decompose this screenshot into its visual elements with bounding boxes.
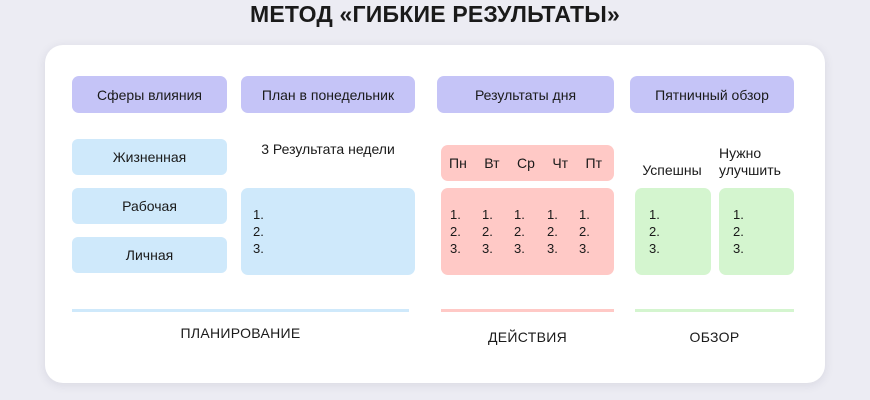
review-improve-label: Нужно улучшить <box>719 145 781 178</box>
day-fri: Пт <box>585 155 602 171</box>
header-friday-review: Пятничный обзор <box>630 76 794 113</box>
weekly-results-box <box>241 188 415 275</box>
sphere-personal: Личная <box>72 237 227 273</box>
day-list-thu: 1. 2. 3. <box>547 207 558 256</box>
day-wed: Ср <box>516 155 535 171</box>
day-mon: Пн <box>449 155 467 171</box>
review-improve-list: 1. 2. 3. <box>733 207 744 256</box>
method-card <box>45 45 825 383</box>
sphere-work: Рабочая <box>72 188 227 224</box>
review-success-label: Успешны <box>642 162 702 178</box>
review-bar <box>635 309 794 312</box>
sphere-life: Жизненная <box>72 139 227 175</box>
day-list-wed: 1. 2. 3. <box>514 207 525 256</box>
day-thu: Чт <box>552 155 569 171</box>
actions-bar <box>441 309 614 312</box>
review-improve-box <box>719 188 794 275</box>
footer-actions: ДЕЙСТВИЯ <box>488 329 567 345</box>
footer-review: ОБЗОР <box>689 329 740 345</box>
list-item: 2. <box>253 224 264 239</box>
weekly-results-list <box>253 206 264 257</box>
header-spheres: Сферы влияния <box>72 76 227 113</box>
review-success-box <box>635 188 711 275</box>
day-list-fri: 1. 2. 3. <box>579 207 590 256</box>
daily-results-box <box>441 188 614 275</box>
review-success-list: 1. 2. 3. <box>649 207 660 256</box>
weekdays-row <box>441 145 614 181</box>
list-item: 3. <box>253 241 264 256</box>
planning-bar <box>72 309 409 312</box>
day-list-tue: 1. 2. 3. <box>482 207 493 256</box>
footer-planning: ПЛАНИРОВАНИЕ <box>180 325 301 341</box>
header-daily-results: Результаты дня <box>437 76 614 113</box>
list-item: 1. <box>253 207 264 222</box>
day-tue: Вт <box>484 155 500 171</box>
page-title: МЕТОД «ГИБКИЕ РЕЗУЛЬТАТЫ» <box>250 1 620 27</box>
day-list-mon: 1. 2. 3. <box>450 207 461 256</box>
weekly-results-label: 3 Результата недели <box>261 141 395 157</box>
header-monday-plan: План в понедельник <box>241 76 415 113</box>
